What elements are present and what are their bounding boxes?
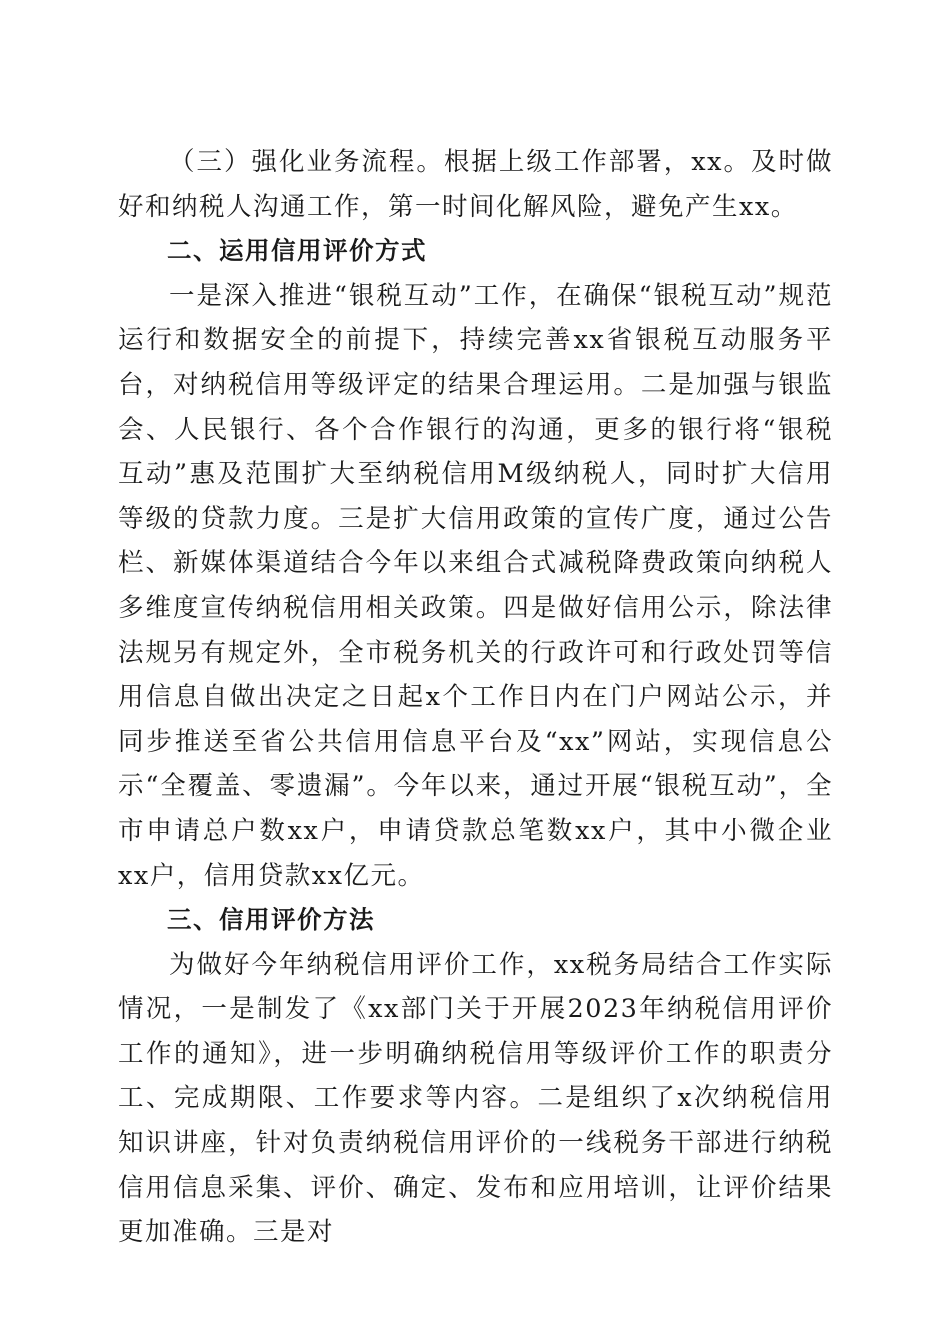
paragraph-bank-tax-interaction: 一是深入推进“银税互动”工作，在确保“银税互动”规范运行和数据安全的前提下，持续完善xx省银税互动服务平台，对纳税信用等级评定的结果合理运用。二是加强与银监会、人民银行、各个合作银行的沟通，更多的银行将“银税互动”惠及范围扩大至纳税信用M级纳税人，同时扩大信用等级的贷款力度。三是扩大信用政策的宣传广度，通过公告栏、新媒体渠道结合今年以来组合式减税降费政策向纳税人多维度宣传纳税信用相关政策。四是做好信用公示，除法律法规另有规定外，全市税务机关的行政许可和行政处罚等信用信息自做出决定之日起x个工作日内在门户网站公示，并同步推送至省公共信用信息平台及“xx”网站，实现信息公示“全覆盖、零遗漏”。今年以来，通过开展“银税互动”，全市申请总户数xx户，申请贷款总笔数xx户，其中小微企业xx户，信用贷款xx亿元。 [118, 280, 833, 891]
paragraph-strengthen-process: （三）强化业务流程。根据上级工作部署，xx。及时做好和纳税人沟通工作，第一时间化解风险，避免产生xx。 [118, 147, 833, 222]
section-heading-credit-evaluation-method: 三、信用评价方法 [167, 905, 375, 935]
section-heading-credit-evaluation-application: 二、运用信用评价方式 [167, 236, 427, 266]
document-body [118, 140, 833, 1255]
paragraph-evaluation-method: 为做好今年纳税信用评价工作，xx税务局结合工作实际情况，一是制发了《xx部门关于开展2023年纳税信用评价工作的通知》，进一步明确纳税信用等级评价工作的职责分工、完成期限、工作要求等内容。二是组织了x次纳税信用知识讲座，针对负责纳税信用评价的一线税务干部进行纳税信用信息采集、评价、确定、发布和应用培训，让评价结果更加准确。三是对 [118, 949, 833, 1248]
